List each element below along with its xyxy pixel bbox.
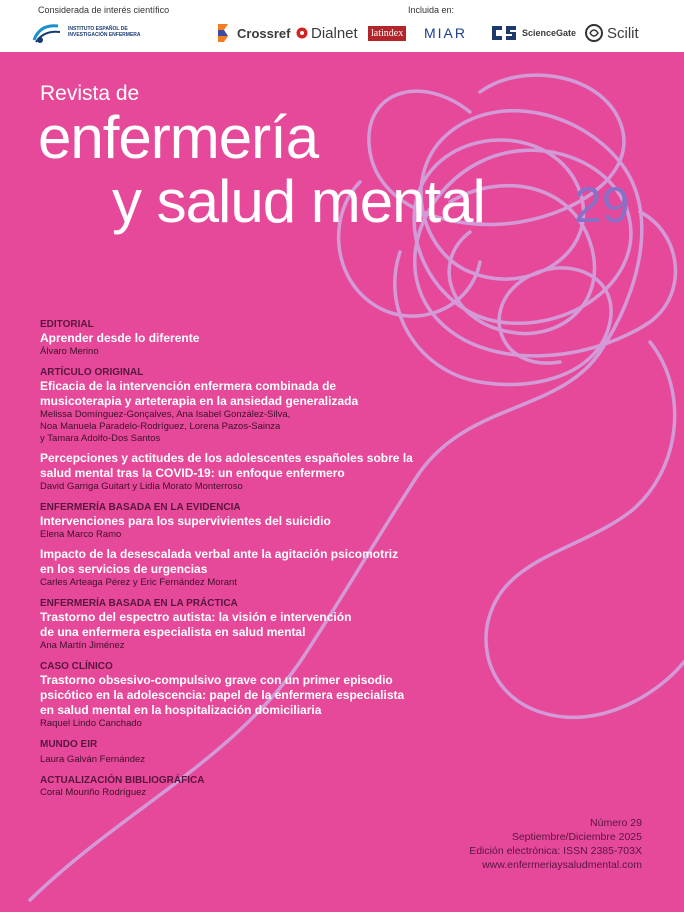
- article-title-line: en los servicios de urgencias: [40, 562, 208, 576]
- masthead-title-line2: y salud mental: [112, 168, 485, 235]
- section-articulo-original: ARTÍCULO ORIGINAL: [40, 367, 144, 378]
- article-title-line: musicoterapia y arteterapia en la ansiedad generalizada: [40, 394, 359, 408]
- article-title[interactable]: [40, 547, 420, 577]
- included-label: Incluida en:: [408, 5, 455, 15]
- article-authors: [40, 640, 420, 652]
- article-authors: [40, 346, 420, 358]
- considered-label: Considerada de interés científico: [38, 5, 170, 15]
- article-title[interactable]: [40, 610, 420, 640]
- sciencegate-logo[interactable]: [490, 22, 576, 44]
- article-title[interactable]: [40, 451, 420, 481]
- article-title-line: psicótico en la adolescencia: papel de la enfermera especialista: [40, 688, 405, 702]
- article-authors-line: Melissa Domínguez-Gonçalves, Ana Isabel González-Silva,: [40, 409, 291, 420]
- dialnet-logo[interactable]: [296, 22, 358, 44]
- article-authors: [40, 754, 420, 766]
- imprint-number: Número 29: [590, 817, 642, 829]
- institute-logo: [30, 20, 150, 46]
- article-title-line: Trastorno obsesivo-compulsivo grave con un primer episodio: [40, 673, 393, 687]
- imprint-website[interactable]: www.enfermeriaysaludmental.com: [482, 859, 642, 871]
- imprint-period: Septiembre/Diciembre 2025: [511, 831, 642, 843]
- latindex-logo[interactable]: [368, 22, 406, 44]
- article-title[interactable]: [40, 331, 420, 346]
- scilit-logo[interactable]: [584, 22, 639, 44]
- article-title-line: de una enfermera especialista en salud mental: [40, 625, 306, 639]
- institute-logo-line2: INVESTIGACIÓN ENFERMERA: [68, 32, 141, 38]
- masthead-title-line1: enfermería: [38, 104, 319, 171]
- sciencegate-label: ScienceGate: [522, 28, 577, 38]
- section-mundo-eir: MUNDO EIR: [40, 739, 98, 750]
- crossref-logo[interactable]: [218, 22, 290, 44]
- article-title-line: Intervenciones para los supervivientes del suicidio: [40, 514, 331, 528]
- article-authors-line: Noa Manuela Paradelo-Rodríguez, Lorena Pazos-Sainza: [40, 421, 281, 432]
- sciencegate-icon: [490, 22, 518, 44]
- article-authors-line: Raquel Lindo Canchado: [40, 718, 142, 729]
- article-title[interactable]: [40, 379, 420, 409]
- article-authors-line: Ana Martín Jiménez: [40, 640, 125, 651]
- section-editorial: EDITORIAL: [40, 319, 94, 330]
- imprint-issn: Edición electrónica: ISSN 2385-703X: [469, 845, 642, 857]
- issue-number: 29: [574, 177, 630, 233]
- article-title-line: en salud mental en la hospitalización domiciliaria: [40, 703, 322, 717]
- miar-logo[interactable]: [424, 22, 467, 44]
- section-practica: ENFERMERÍA BASADA EN LA PRÁCTICA: [40, 598, 238, 609]
- section-caso-clinico: CASO CLÍNICO: [40, 661, 113, 672]
- table-of-contents: [40, 319, 420, 805]
- article-authors-line: Carles Arteaga Pérez y Eric Fernández Morant: [40, 577, 237, 588]
- article-authors: [40, 787, 420, 799]
- imprint: [469, 816, 642, 872]
- article-title[interactable]: [40, 514, 420, 529]
- article-authors-line: y Tamara Adolfo-Dos Santos: [40, 433, 161, 444]
- article-title[interactable]: [40, 673, 420, 718]
- article-authors: [40, 529, 420, 541]
- article-authors: [40, 718, 420, 730]
- article-title-line: Eficacia de la intervención enfermera combinada de: [40, 379, 337, 393]
- latindex-label: latindex: [368, 26, 406, 41]
- article-authors: [40, 481, 420, 493]
- article-title-line: Percepciones y actitudes de los adolescentes españoles sobre la: [40, 451, 413, 465]
- crossref-icon: [218, 24, 234, 42]
- dialnet-icon: [296, 27, 308, 39]
- article-title-line: salud mental tras la COVID-19: un enfoque enfermero: [40, 466, 345, 480]
- article-authors-line: Álvaro Merino: [40, 346, 99, 357]
- article-authors-line: David Garriga Guitart y Lidia Morato Monterroso: [40, 481, 243, 492]
- dialnet-label: Dialnet: [311, 24, 358, 42]
- article-authors: [40, 409, 420, 445]
- miar-label: MIAR: [424, 25, 467, 41]
- section-actualizacion: ACTUALIZACIÓN BIBLIOGRÁFICA: [40, 775, 205, 786]
- institute-logo-line1: INSTITUTO ESPAÑOL DE: [68, 26, 128, 32]
- top-bar: [0, 0, 684, 52]
- scilit-label: Scilit: [607, 24, 639, 42]
- article-authors-line: Coral Mouriño Rodríguez: [40, 787, 147, 798]
- institute-logo-icon: [30, 20, 66, 46]
- crossref-label: Crossref: [237, 25, 291, 41]
- article-authors: [40, 577, 420, 589]
- masthead-pre-title: Revista de: [40, 82, 140, 105]
- section-evidencia: ENFERMERÍA BASADA EN LA EVIDENCIA: [40, 502, 241, 513]
- article-authors-line: Elena Marco Ramo: [40, 529, 122, 540]
- scilit-icon: [584, 23, 604, 43]
- article-title-line: Aprender desde lo diferente: [40, 331, 200, 345]
- article-title-line: Trastorno del espectro autista: la visión e intervención: [40, 610, 352, 624]
- article-title-line: Impacto de la desescalada verbal ante la agitación psicomotriz: [40, 547, 399, 561]
- article-authors-line: Laura Galván Fernández: [40, 754, 146, 765]
